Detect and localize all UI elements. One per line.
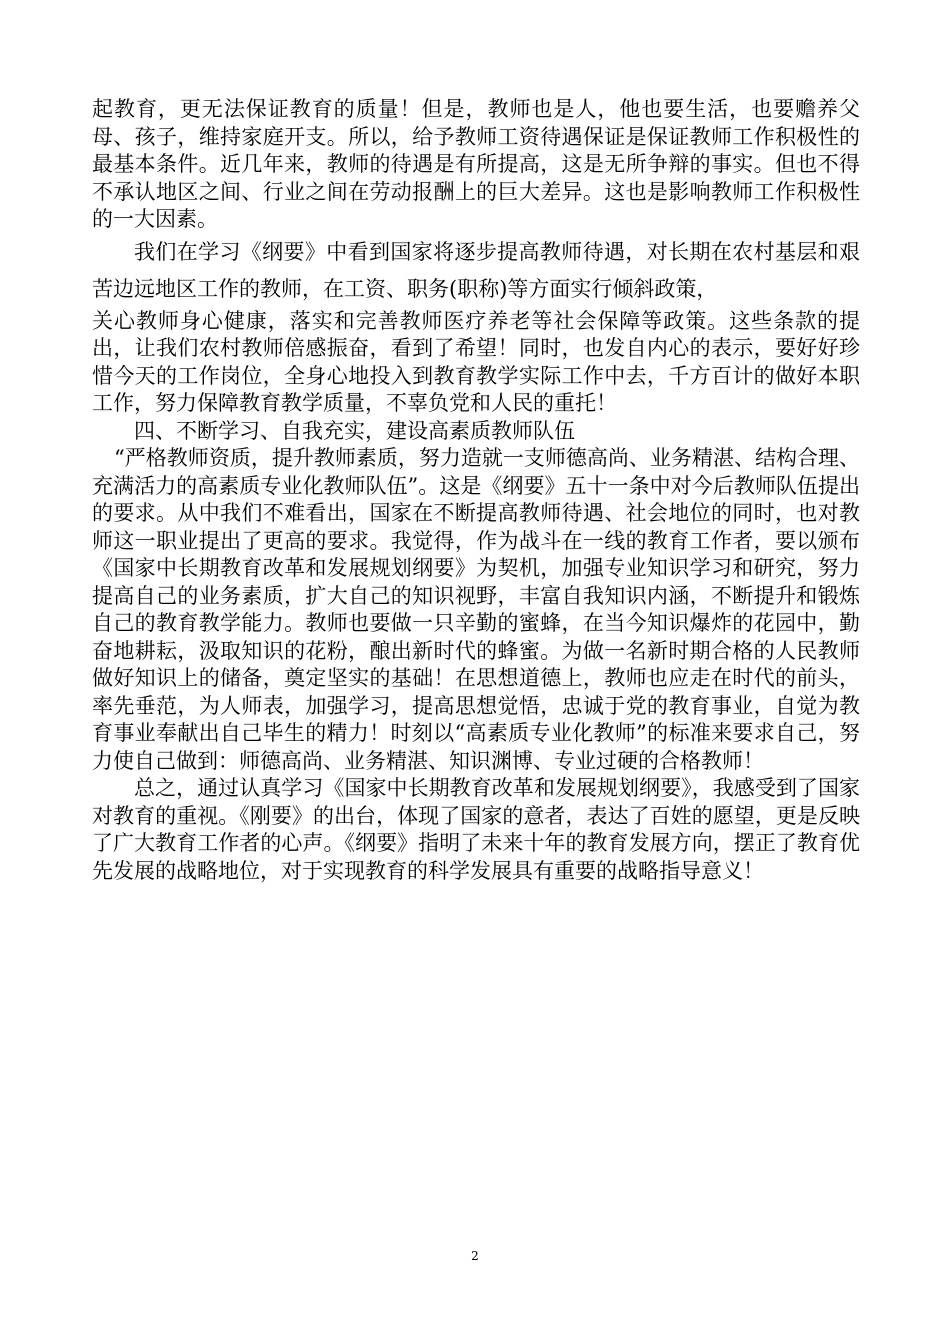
document-body xyxy=(92,96,860,885)
page-number: 2 xyxy=(471,1249,479,1263)
paragraph-conclusion: 总之，通过认真学习《国家中长期教育改革和发展规划纲要》，我感受到了国家对教育的重视。《刚要》的出台，体现了国家的意者，表达了百姓的愿望，更是反映了广大教育工作者的心声。《纲要》指明了未来十年的教育发展方向，摆正了教育优先发展的战略地位，对于实现教育的科学发展具有重要的战略指导意义！ xyxy=(92,776,860,883)
paragraph-outline-policy: 我们在学习《纲要》中看到国家将逐步提高教师待遇，对长期在农村基层和艰苦边远地区工作的教师，在工资、职务(职称)等方面实行倾斜政策， xyxy=(92,239,860,301)
paragraph-rural-teachers: 关心教师身心健康，落实和完善教师医疗养老等社会保障等政策。这些条款的提出，让我们农村教师倍感振奋，看到了希望！同时，也发自内心的表示，要好好珍惜今天的工作岗位，全身心地投入到教育教学实际工作中去，千方百计的做好本职工作，努力保障教育教学质量，不辜负党和人民的重托！ xyxy=(92,308,860,415)
paragraph-teacher-pay: 起教育，更无法保证教育的质量！但是，教师也是人，他也要生活，也要赡养父母、孩子，维持家庭开支。所以，给予教师工资待遇保证是保证教师工作积极性的最基本条件。近几年来，教师的待遇是有所提高，这是无所争辩的事实。但也不得不承认地区之间、行业之间在劳动报酬上的巨大差异。这也是影响教师工作积极性的一大因素。 xyxy=(92,97,860,231)
section-heading-four: 四、不断学习、自我充实，建设高素质教师队伍 xyxy=(134,418,575,443)
paragraph-quality-teachers: “严格教师资质，提升教师素质，努力造就一支师德高尚、业务精湛、结构合理、充满活力的高素质专业化教师队伍”。这是《纲要》五十一条中对今后教师队伍提出的要求。从中我们不难看出，国家在不断提高教师待遇、社会地位的同时，也对教师这一职业提出了更高的要求。我觉得，作为战斗在一线的教育工作者，要以颁布《国家中长期教育改革和发展规划纲要》为契机，加强专业知识学习和研究，努力提高自己的业务素质，扩大自己的知识视野，丰富自我知识内涵，不断提升和锻炼自己的教育教学能力。教师也要做一只辛勤的蜜蜂，在当今知识爆炸的花园中，勤奋地耕耘，汲取知识的花粉，酿出新时代的蜂蜜。为做一名新时期合格的人民教师做好知识上的储备，奠定坚实的基础！在思想道德上，教师也应走在时代的前头，率先垂范，为人师表，加强学习，提高思想觉悟，忠诚于党的教育事业，自觉为教育事业奉献出自己毕生的精力！时刻以“高素质专业化教师”的标准来要求自己，努力使自己做到：师德高尚、业务精湛、知识渊博、专业过硬的合格教师！ xyxy=(92,446,860,773)
